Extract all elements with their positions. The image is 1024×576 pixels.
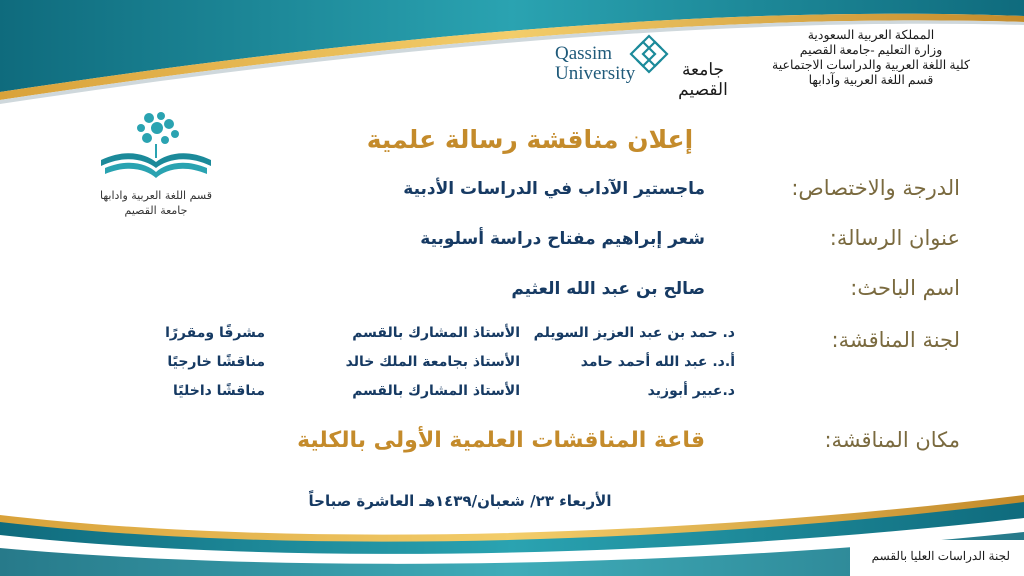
thesis-value: شعر إبراهيم مفتاح دراسة أسلوبية (420, 229, 705, 249)
member-title: الأستاذ المشارك بالقسم (352, 325, 520, 341)
announcement-title: إعلان مناقشة رسالة علمية (366, 125, 694, 154)
member-name: أ.د. عبد الله أحمد حامد (580, 354, 735, 370)
degree-label: الدرجة والاختصاص: (791, 176, 960, 200)
member-name: د. حمد بن عبد العزيز السويلم (533, 325, 735, 341)
university-english-line1: Qassim (555, 43, 612, 64)
thesis-label: عنوان الرسالة: (829, 226, 960, 250)
researcher-row (80, 276, 960, 316)
header-line-ministry: وزارة التعليم -جامعة القصيم (799, 43, 943, 57)
university-english-line2: University (555, 63, 636, 84)
header-line-college: كلية اللغة العربية والدراسات الاجتماعية (772, 58, 970, 72)
department-logo-line2: جامعة القصيم (124, 204, 188, 217)
open-book-tree-icon (91, 108, 221, 186)
degree-value: ماجستير الآداب في الدراسات الأدبية (403, 179, 705, 199)
header-line-country: المملكة العربية السعودية (807, 28, 935, 42)
degree-row (80, 176, 960, 216)
committee-label: لجنة المناقشة: (831, 328, 960, 352)
footer-committee: لجنة الدراسات العليا بالقسم (871, 549, 1010, 563)
venue-label: مكان المناقشة: (824, 428, 960, 452)
venue-value: قاعة المناقشات العلمية الأولى بالكلية (297, 428, 705, 453)
committee-list (95, 325, 735, 412)
date-time: الأربعاء ٢٣/ شعبان/١٤٣٩هـ العاشرة صباحاً (308, 492, 612, 510)
qassim-university-logo (553, 34, 753, 100)
member-role: مناقشًا داخليًا (173, 383, 265, 399)
committee-member (95, 383, 735, 412)
member-name: د.عبير أبوزيد (647, 383, 735, 399)
member-role: مناقشًا خارجيًا (167, 354, 265, 370)
university-arabic-name: جامعة القصيم (678, 60, 728, 100)
header-line-department: قسم اللغة العربية وآدابها (808, 73, 934, 87)
member-title: الأستاذ المشارك بالقسم (352, 383, 520, 399)
researcher-value: صالح بن عبد الله العثيم (511, 279, 705, 299)
thesis-row (80, 226, 960, 266)
committee-member (95, 325, 735, 354)
member-role: مشرفًا ومقررًا (165, 325, 265, 341)
member-title: الأستاذ بجامعة الملك خالد (345, 354, 520, 370)
committee-member (95, 354, 735, 383)
researcher-label: اسم الباحث: (850, 276, 960, 300)
venue-row (80, 428, 960, 468)
institution-header (760, 28, 982, 88)
department-logo-line1: قسم اللغة العربية وادابها (99, 189, 212, 202)
